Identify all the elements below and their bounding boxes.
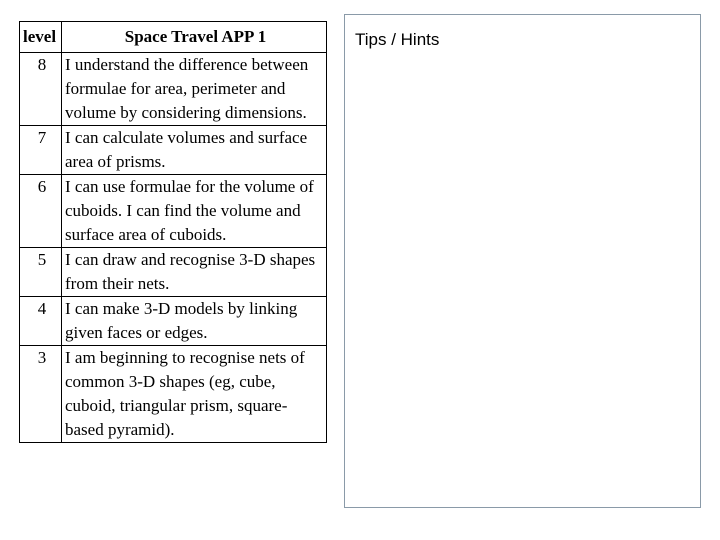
- level-description: I can make 3-D models by linking given faces or edges.: [62, 297, 327, 346]
- level-number: 4: [20, 297, 62, 346]
- level-number: 7: [20, 126, 62, 175]
- level-description: I can calculate volumes and surface area of prisms.: [62, 126, 327, 175]
- table-row: [20, 297, 327, 346]
- level-number: 5: [20, 248, 62, 297]
- level-description: I am beginning to recognise nets of common 3-D shapes (eg, cube, cuboid, triangular prism, square-based pyramid).: [62, 346, 327, 443]
- table-row: [20, 346, 327, 443]
- level-description: I can draw and recognise 3-D shapes from their nets.: [62, 248, 327, 297]
- level-column-header: level: [20, 22, 62, 53]
- level-number: 8: [20, 53, 62, 126]
- table-header-row: [20, 22, 327, 53]
- table-row: [20, 53, 327, 126]
- table-title: Space Travel APP 1: [62, 22, 327, 53]
- table-row: [20, 126, 327, 175]
- tips-title: Tips / Hints: [355, 30, 440, 49]
- level-number: 3: [20, 346, 62, 443]
- level-number: 6: [20, 175, 62, 248]
- table-row: [20, 175, 327, 248]
- table-row: [20, 248, 327, 297]
- tips-hints-box: [344, 14, 701, 508]
- level-description: I understand the difference between formulae for area, perimeter and volume by considering dimensions.: [62, 53, 327, 126]
- level-descriptors-table: [19, 21, 327, 443]
- level-description: I can use formulae for the volume of cuboids. I can find the volume and surface area of cuboids.: [62, 175, 327, 248]
